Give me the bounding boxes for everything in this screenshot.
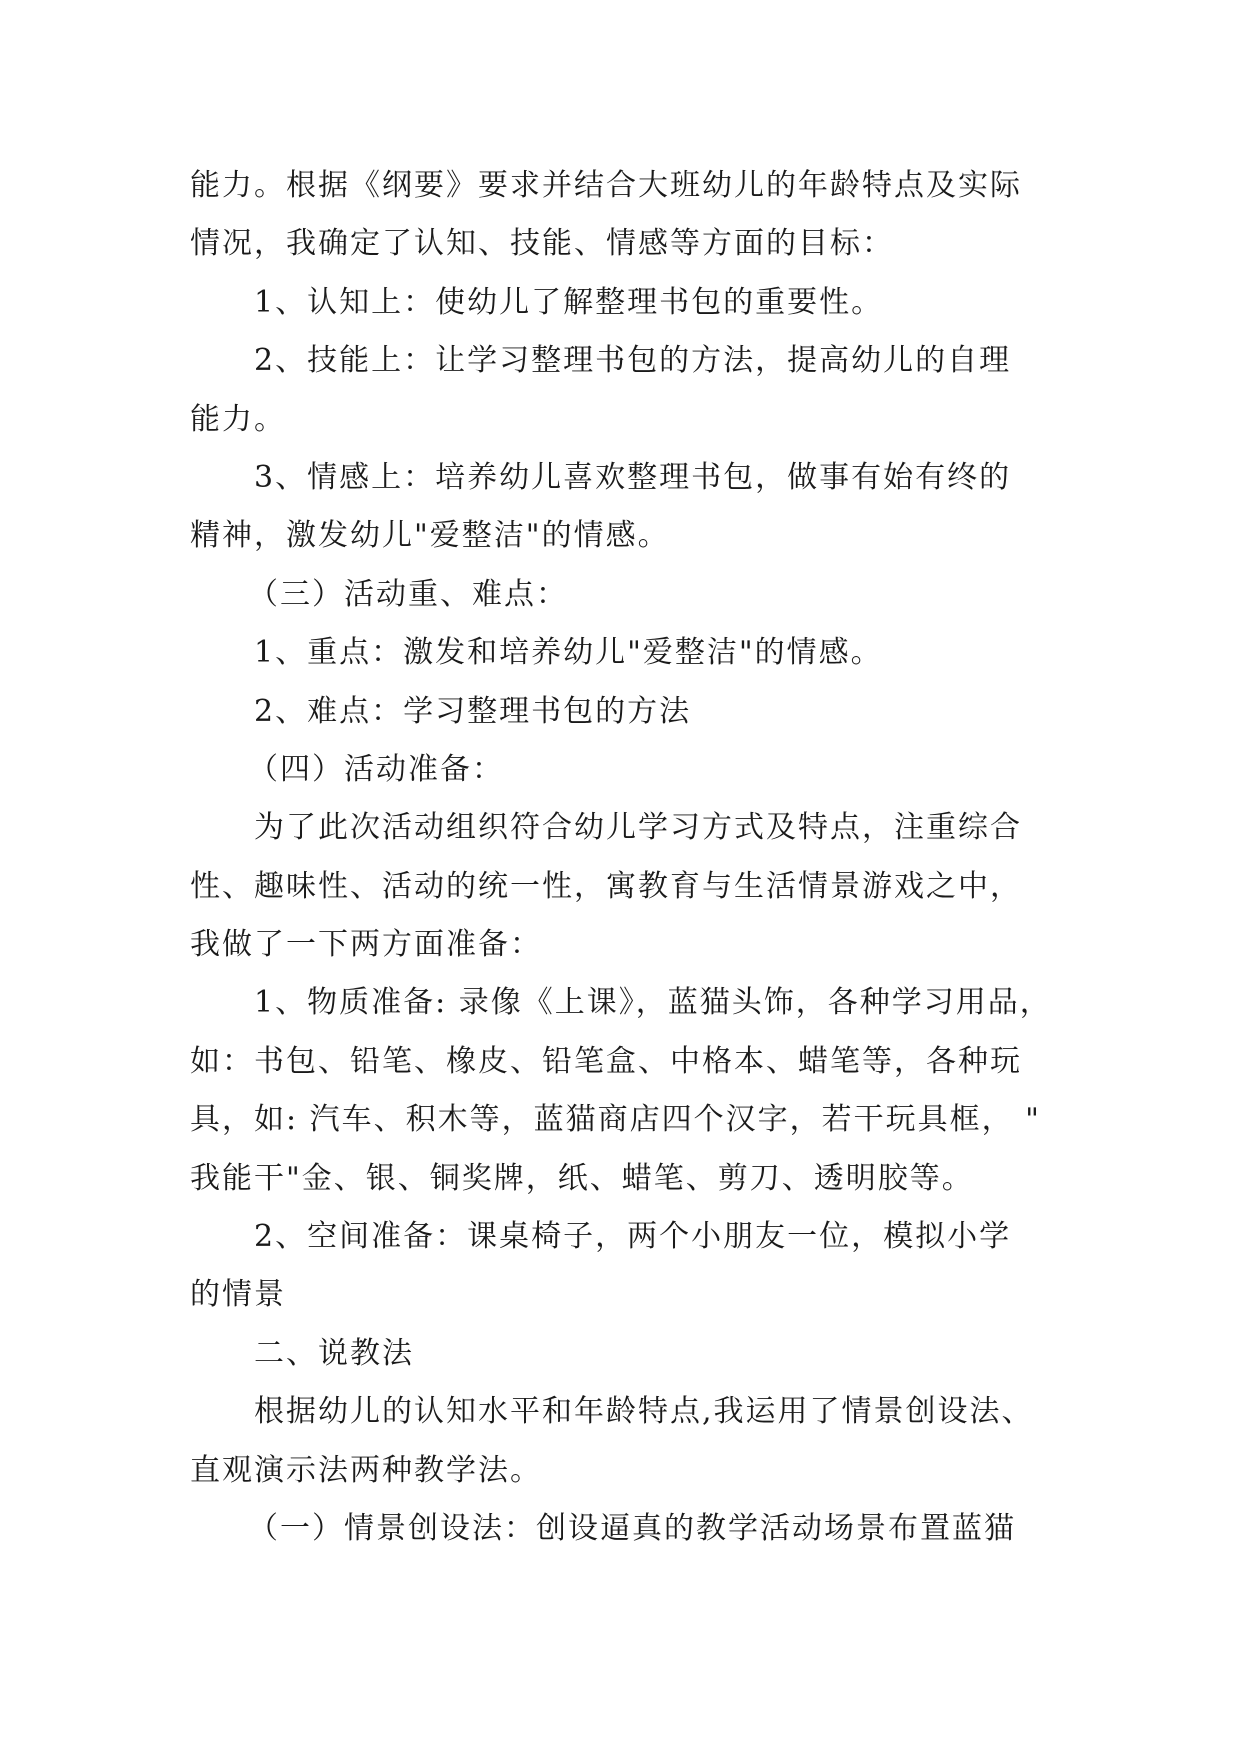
method-heading: （一）情景创设法：创设逼真的教学活动场景布置蓝猫 (248, 1510, 1016, 1546)
space-preparation: 2、空间准备：课桌椅子，两个小朋友一位，模拟小学 (254, 1219, 1012, 1255)
paragraph-line: 为了此次活动组织符合幼儿学习方式及特点，注重综合 (254, 810, 1022, 846)
paragraph-line: 如：书包、铅笔、橡皮、铅笔盒、中格本、蜡笔等，各种玩 (190, 1043, 1022, 1079)
paragraph-line: 直观演示法两种教学法。 (190, 1452, 542, 1488)
paragraph-line: 根据幼儿的认知水平和年龄特点,我运用了情景创设法、 (254, 1394, 1034, 1430)
section-heading: （三）活动重、难点： (248, 576, 568, 612)
objective-skill: 2、技能上：让学习整理书包的方法，提高幼儿的自理 (254, 343, 1012, 379)
paragraph-line: 我做了一下两方面准备： (190, 927, 542, 963)
paragraph-line: 情况，我确定了认知、技能、情感等方面的目标： (190, 226, 894, 262)
paragraph-line: 精神，激发幼儿"爱整洁"的情感。 (190, 518, 670, 554)
difficult-point: 2、难点：学习整理书包的方法 (254, 693, 692, 729)
objective-emotion: 3、情感上：培养幼儿喜欢整理书包，做事有始有终的 (254, 459, 1012, 495)
objective-cognition: 1、认知上：使幼儿了解整理书包的重要性。 (254, 284, 884, 320)
paragraph-line: 能力。根据《纲要》要求并结合大班幼儿的年龄特点及实际 (190, 168, 1022, 203)
paragraph-line: 的情景 (190, 1277, 286, 1313)
paragraph-line: 具，如: 汽车、积木等，蓝猫商店四个汉字，若干玩具框， " (190, 1102, 1041, 1138)
paragraph-line: 性、趣味性、活动的统一性，寓教育与生活情景游戏之中， (190, 868, 1022, 904)
paragraph-line: 我能干"金、银、铜奖牌，纸、蜡笔、剪刀、透明胶等。 (190, 1160, 974, 1196)
paragraph-line: 能力。 (190, 401, 286, 437)
section-heading: （四）活动准备： (248, 751, 504, 787)
material-preparation: 1、物质准备: 录像《上课》，蓝猫头饰，各种学习用品， (254, 985, 1052, 1021)
section-heading: 二、说教法 (254, 1335, 414, 1371)
body-text (190, 157, 1070, 1558)
key-point: 1、重点：激发和培养幼儿"爱整洁"的情感。 (254, 635, 883, 671)
